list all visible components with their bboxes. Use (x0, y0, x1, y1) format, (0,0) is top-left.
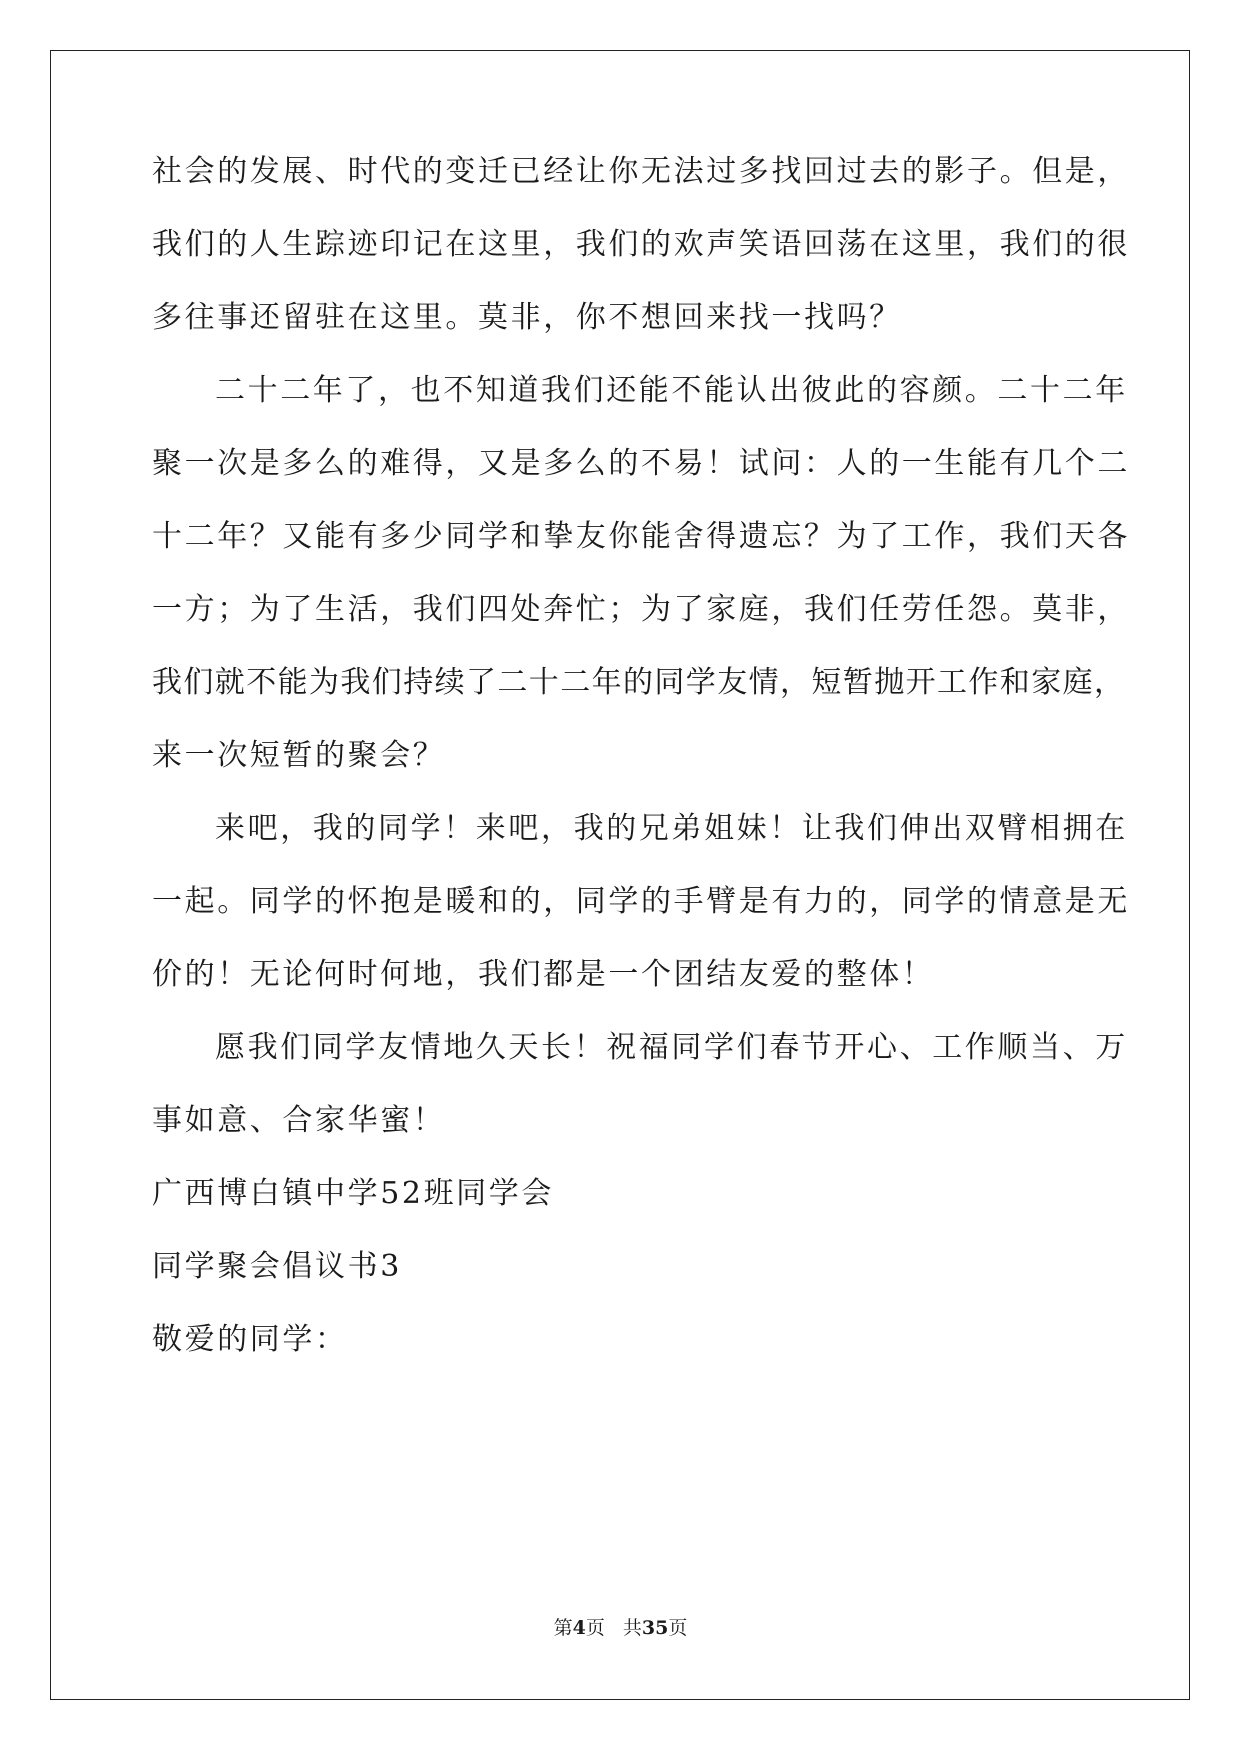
text-line: 事如意、合家华蜜！ (152, 1103, 446, 1138)
current-page-number: 4 (572, 1617, 586, 1639)
text-line: 社会的发展、时代的变迁已经让你无法过多找回过去的影子。但是， (152, 154, 1130, 189)
footer-total-suffix: 页 (668, 1617, 688, 1639)
paragraph-first-line: 来吧，我的同学！来吧，我的兄弟姐妹！让我们伸出双臂相拥在 (215, 811, 1128, 846)
footer-page-suffix: 页 (585, 1617, 605, 1639)
salutation: 敬爱的同学： (152, 1322, 348, 1357)
text-line: 十二年？又能有多少同学和挚友你能舍得遗忘？为了工作，我们天各 (152, 519, 1130, 554)
text-line: 一方；为了生活，我们四处奔忙；为了家庭，我们任劳任怨。莫非， (152, 592, 1130, 627)
paragraph-first-line: 愿我们同学友情地久天长！祝福同学们春节开心、工作顺当、万 (215, 1030, 1128, 1065)
total-page-number: 35 (641, 1617, 669, 1639)
text-line: 多往事还留驻在这里。莫非，你不想回来找一找吗？ (152, 300, 902, 335)
text-line: 来一次短暂的聚会？ (152, 738, 446, 773)
footer-prefix: 第 (553, 1617, 573, 1639)
text-line: 我们就不能为我们持续了二十二年的同学友情，短暂抛开工作和家庭， (152, 665, 1126, 700)
text-line: 一起。同学的怀抱是暖和的，同学的手臂是有力的，同学的情意是无 (152, 884, 1130, 919)
signature-line: 广西博白镇中学52班同学会 (152, 1176, 554, 1211)
paragraph-first-line: 二十二年了，也不知道我们还能不能认出彼此的容颜。二十二年 (215, 373, 1128, 408)
text-line: 聚一次是多么的难得，又是多么的不易！试问：人的一生能有几个二 (152, 446, 1130, 481)
text-line: 价的！无论何时何地，我们都是一个团结友爱的整体！ (152, 957, 935, 992)
section-heading: 同学聚会倡议书3 (152, 1249, 402, 1284)
footer-total-prefix: 共 (622, 1617, 642, 1639)
text-line: 我们的人生踪迹印记在这里，我们的欢声笑语回荡在这里，我们的很 (152, 227, 1130, 262)
page-footer (0, 1616, 1241, 1640)
